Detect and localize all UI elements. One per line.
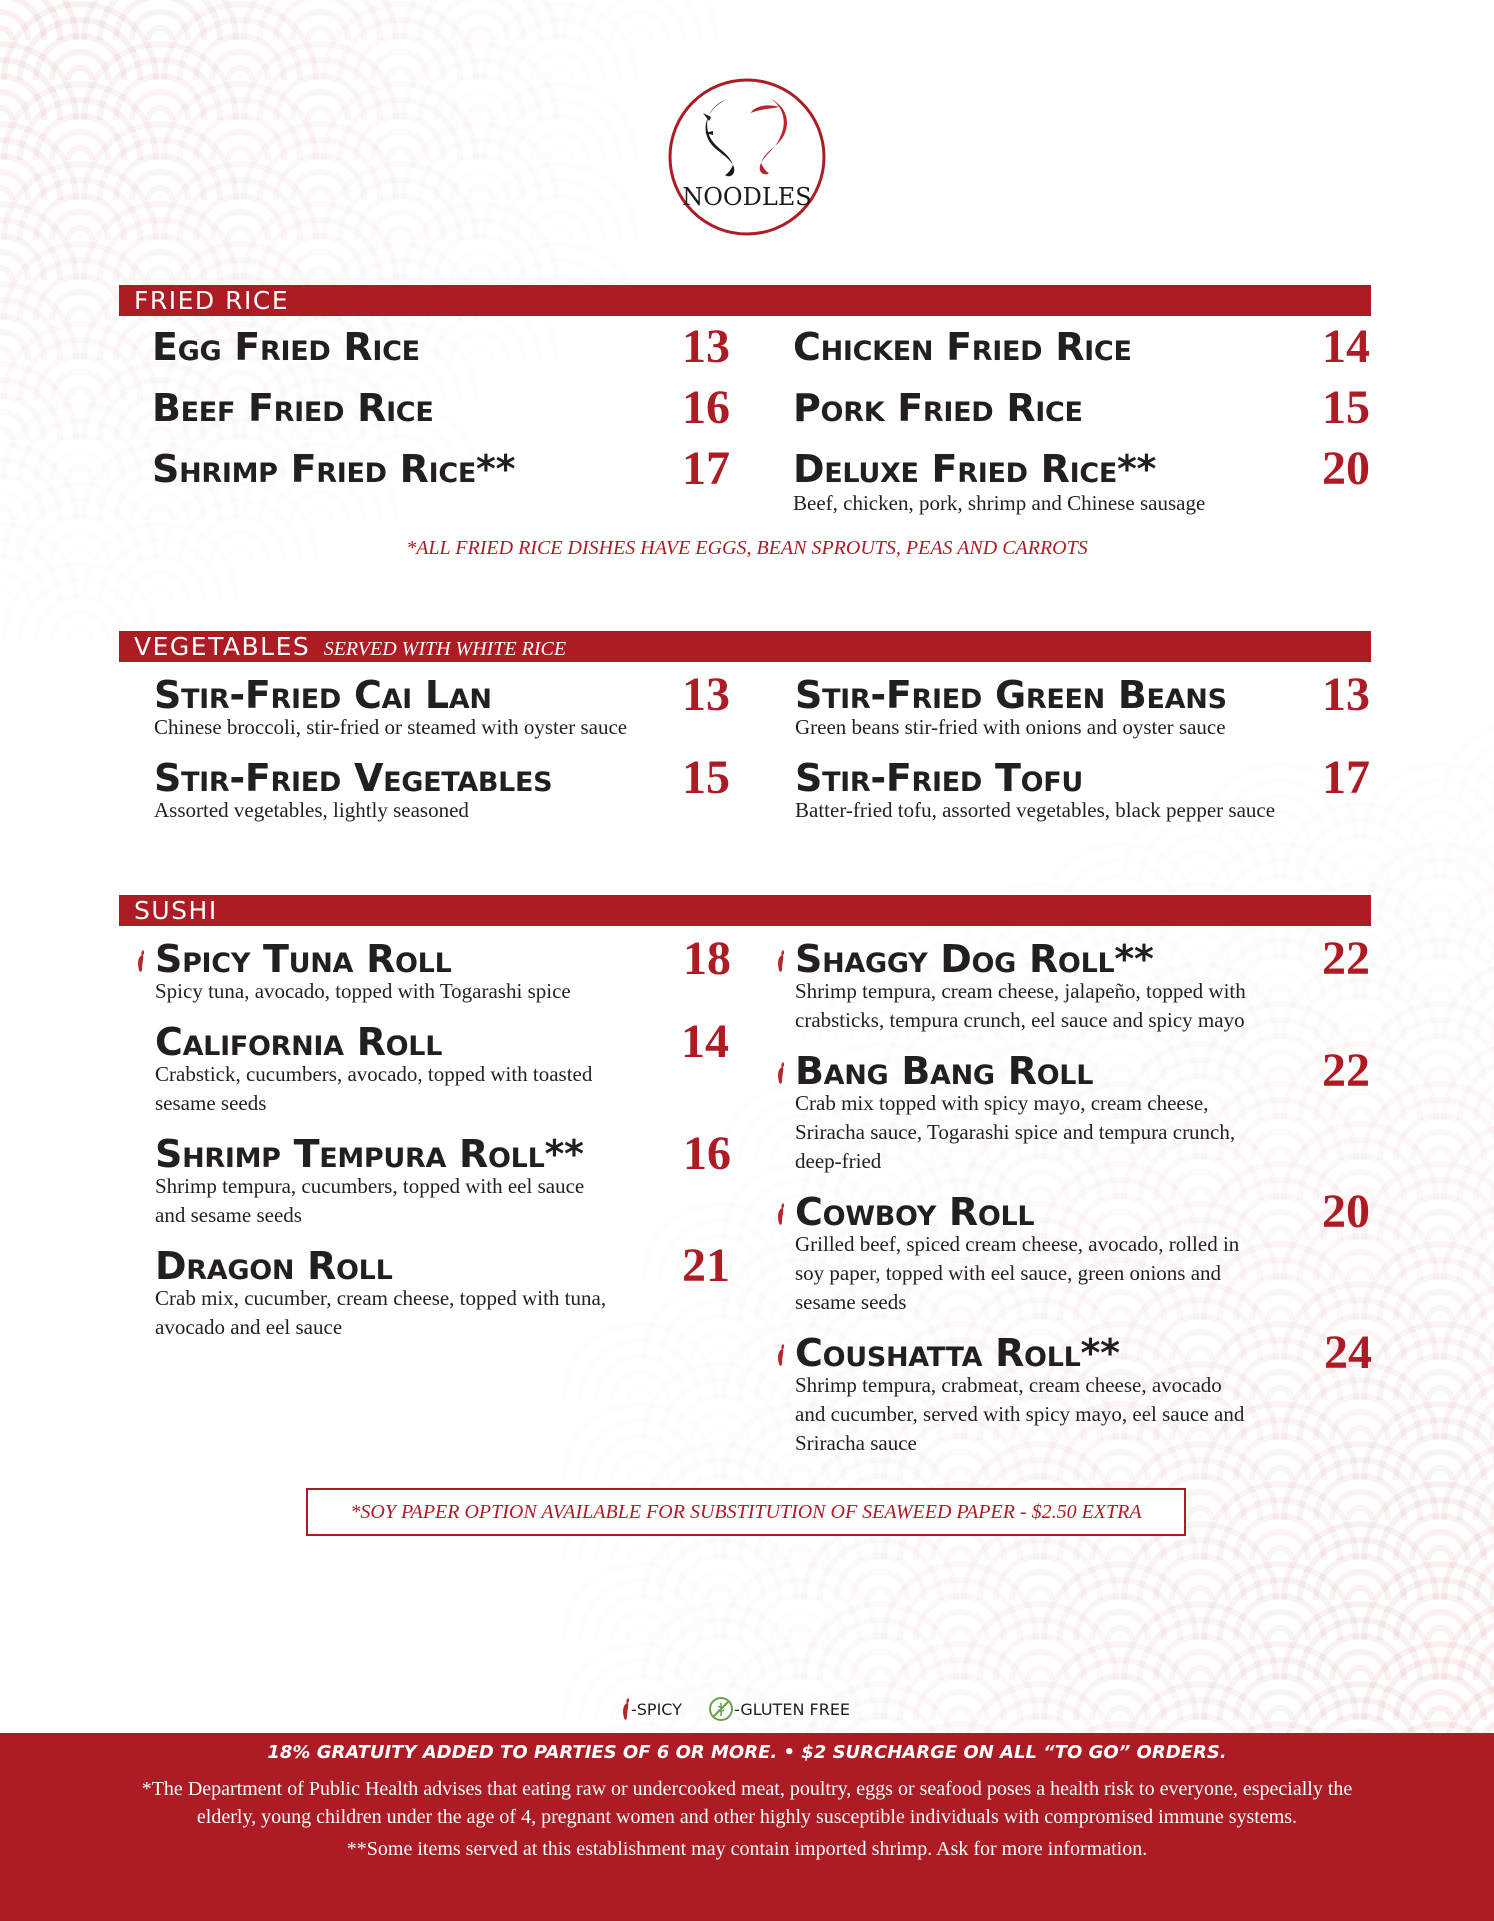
item-name: Shrimp Tempura Roll** [155, 1132, 584, 1176]
item-price: 21 [682, 1239, 730, 1292]
item-name: Deluxe Fried Rice** [793, 447, 1157, 491]
legend-gluten-free-label: -GLUTEN FREE [733, 1699, 851, 1719]
item-price: 16 [682, 381, 730, 434]
item-name: Shaggy Dog Roll** [795, 937, 1154, 981]
section-title: SUSHI [134, 896, 218, 925]
description-line: Grilled beef, spiced cream cheese, avocado, rolled in [795, 1232, 1240, 1256]
item-description [155, 1172, 584, 1230]
item-name: Stir-Fried Green Beans [795, 673, 1227, 717]
item-name: Spicy Tuna Roll [155, 937, 452, 981]
item-price: 14 [681, 1015, 729, 1068]
legend-spicy [620, 1697, 682, 1721]
item-name: Stir-Fried Tofu [795, 756, 1084, 800]
description-line: soy paper, topped with eel sauce, green onions and [795, 1261, 1222, 1285]
item-price: 18 [683, 932, 731, 985]
item-description: Batter-fried tofu, assorted vegetables, black pepper sauce [795, 798, 1276, 822]
description-line: Shrimp tempura, crabmeat, cream cheese, avocado [795, 1373, 1222, 1397]
footer [0, 1733, 1494, 1921]
section-title: VEGETABLES [134, 632, 311, 661]
item-description [155, 977, 571, 1006]
item-name: Dragon Roll [155, 1244, 393, 1288]
item-name: Shrimp Fried Rice** [152, 447, 516, 491]
description-line: avocado and eel sauce [155, 1315, 343, 1339]
logo-text: NOODLES [682, 183, 812, 211]
item-price: 20 [1322, 1185, 1370, 1238]
section-header-vegetables [119, 631, 1371, 662]
item-price: 13 [682, 668, 730, 721]
description-line: sesame seeds [155, 1091, 267, 1115]
description-line: and cucumber, served with spicy mayo, eel sauce and [795, 1402, 1245, 1426]
item-price: 13 [682, 320, 730, 373]
description-line: and sesame seeds [155, 1203, 302, 1227]
item-description [155, 1060, 592, 1118]
footer-health-advisory: *The Department of Public Health advises that eating raw or undercooked meat, poultry, eggs or seafood poses a health risk to everyone, especially the elderly, young children under the age of 4, pregnant women and other highly susceptible individuals with compromised immune systems. [141, 1778, 1353, 1828]
item-price: 14 [1322, 320, 1370, 373]
item-name: Beef Fried Rice [152, 386, 434, 430]
footer-shrimp-note: **Some items served at this establishment may contain imported shrimp. Ask for more information. [346, 1838, 1148, 1860]
chili-pepper-icon [775, 1202, 786, 1226]
item-description [795, 1089, 1235, 1176]
description-line: sesame seeds [795, 1290, 907, 1314]
item-description [795, 1371, 1244, 1458]
item-price: 15 [1322, 381, 1370, 434]
gluten-free-icon [708, 1696, 734, 1722]
section-subtitle: SERVED WITH WHITE RICE [323, 638, 567, 660]
item-name: Cowboy Roll [795, 1190, 1035, 1234]
item-name: Egg Fried Rice [152, 325, 420, 369]
description-line: Shrimp tempura, cream cheese, jalapeño, topped with [795, 979, 1246, 1003]
soy-paper-note: *SOY PAPER OPTION AVAILABLE FOR SUBSTITUTION OF SEAWEED PAPER - $2.50 EXTRA [306, 1488, 1186, 1536]
item-description: Chinese broccoli, stir-fried or steamed with oyster sauce [154, 715, 628, 739]
item-price: 13 [1322, 668, 1370, 721]
chili-pepper-icon [620, 1697, 631, 1721]
item-price: 17 [1322, 751, 1370, 804]
item-description: Assorted vegetables, lightly seasoned [154, 798, 469, 822]
item-price: 16 [683, 1127, 731, 1180]
item-price: 24 [1324, 1326, 1372, 1379]
description-line: crabsticks, tempura crunch, eel sauce and spicy mayo [795, 1008, 1245, 1032]
footer-gratuity-note: 18% GRATUITY ADDED TO PARTIES OF 6 OR MORE. • $2 SURCHARGE ON ALL “TO GO” ORDERS. [267, 1742, 1227, 1763]
chili-pepper-icon [775, 1061, 786, 1085]
chili-pepper-icon [135, 949, 146, 973]
item-price: 15 [682, 751, 730, 804]
item-name: Coushatta Roll** [795, 1331, 1120, 1375]
description-line: Spicy tuna, avocado, topped with Togarashi spice [155, 979, 571, 1003]
item-price: 17 [682, 442, 730, 495]
item-description: Beef, chicken, pork, shrimp and Chinese sausage [793, 491, 1206, 515]
item-price: 22 [1322, 932, 1370, 985]
legend-gluten-free [708, 1696, 850, 1722]
item-description: Green beans stir-fried with onions and oyster sauce [795, 715, 1226, 739]
item-name: Stir-Fried Vegetables [154, 756, 553, 800]
section-header-fried-rice [119, 285, 1371, 316]
description-line: Sriracha sauce, Togarashi spice and tempura crunch, [795, 1120, 1236, 1144]
description-line: Crabstick, cucumbers, avocado, topped with toasted [155, 1062, 593, 1086]
noodles-logo [667, 77, 827, 237]
item-name: Stir-Fried Cai Lan [154, 673, 492, 717]
item-name: Pork Fried Rice [793, 386, 1083, 430]
chili-pepper-icon [775, 949, 786, 973]
item-name: California Roll [155, 1020, 443, 1064]
item-price: 22 [1322, 1044, 1370, 1097]
chili-pepper-icon [775, 1343, 786, 1367]
section-header-sushi [119, 895, 1371, 926]
description-line: Crab mix, cucumber, cream cheese, topped with tuna, [155, 1286, 607, 1310]
description-line: Shrimp tempura, cucumbers, topped with eel sauce [155, 1174, 585, 1198]
item-name: Chicken Fried Rice [793, 325, 1132, 369]
legend-spicy-label: -SPICY [631, 1699, 682, 1719]
description-line: Sriracha sauce [795, 1431, 917, 1455]
item-description [795, 977, 1246, 1035]
item-name: Bang Bang Roll [795, 1049, 1094, 1093]
legend [620, 1694, 850, 1724]
section-title: FRIED RICE [134, 286, 290, 315]
item-description [155, 1284, 606, 1342]
description-line: Crab mix topped with spicy mayo, cream cheese, [795, 1091, 1209, 1115]
description-line: deep-fried [795, 1149, 882, 1173]
item-price: 20 [1322, 442, 1370, 495]
fried-rice-note: *ALL FRIED RICE DISHES HAVE EGGS, BEAN SPROUTS, PEAS AND CARROTS [406, 537, 1088, 559]
item-description [795, 1230, 1239, 1317]
